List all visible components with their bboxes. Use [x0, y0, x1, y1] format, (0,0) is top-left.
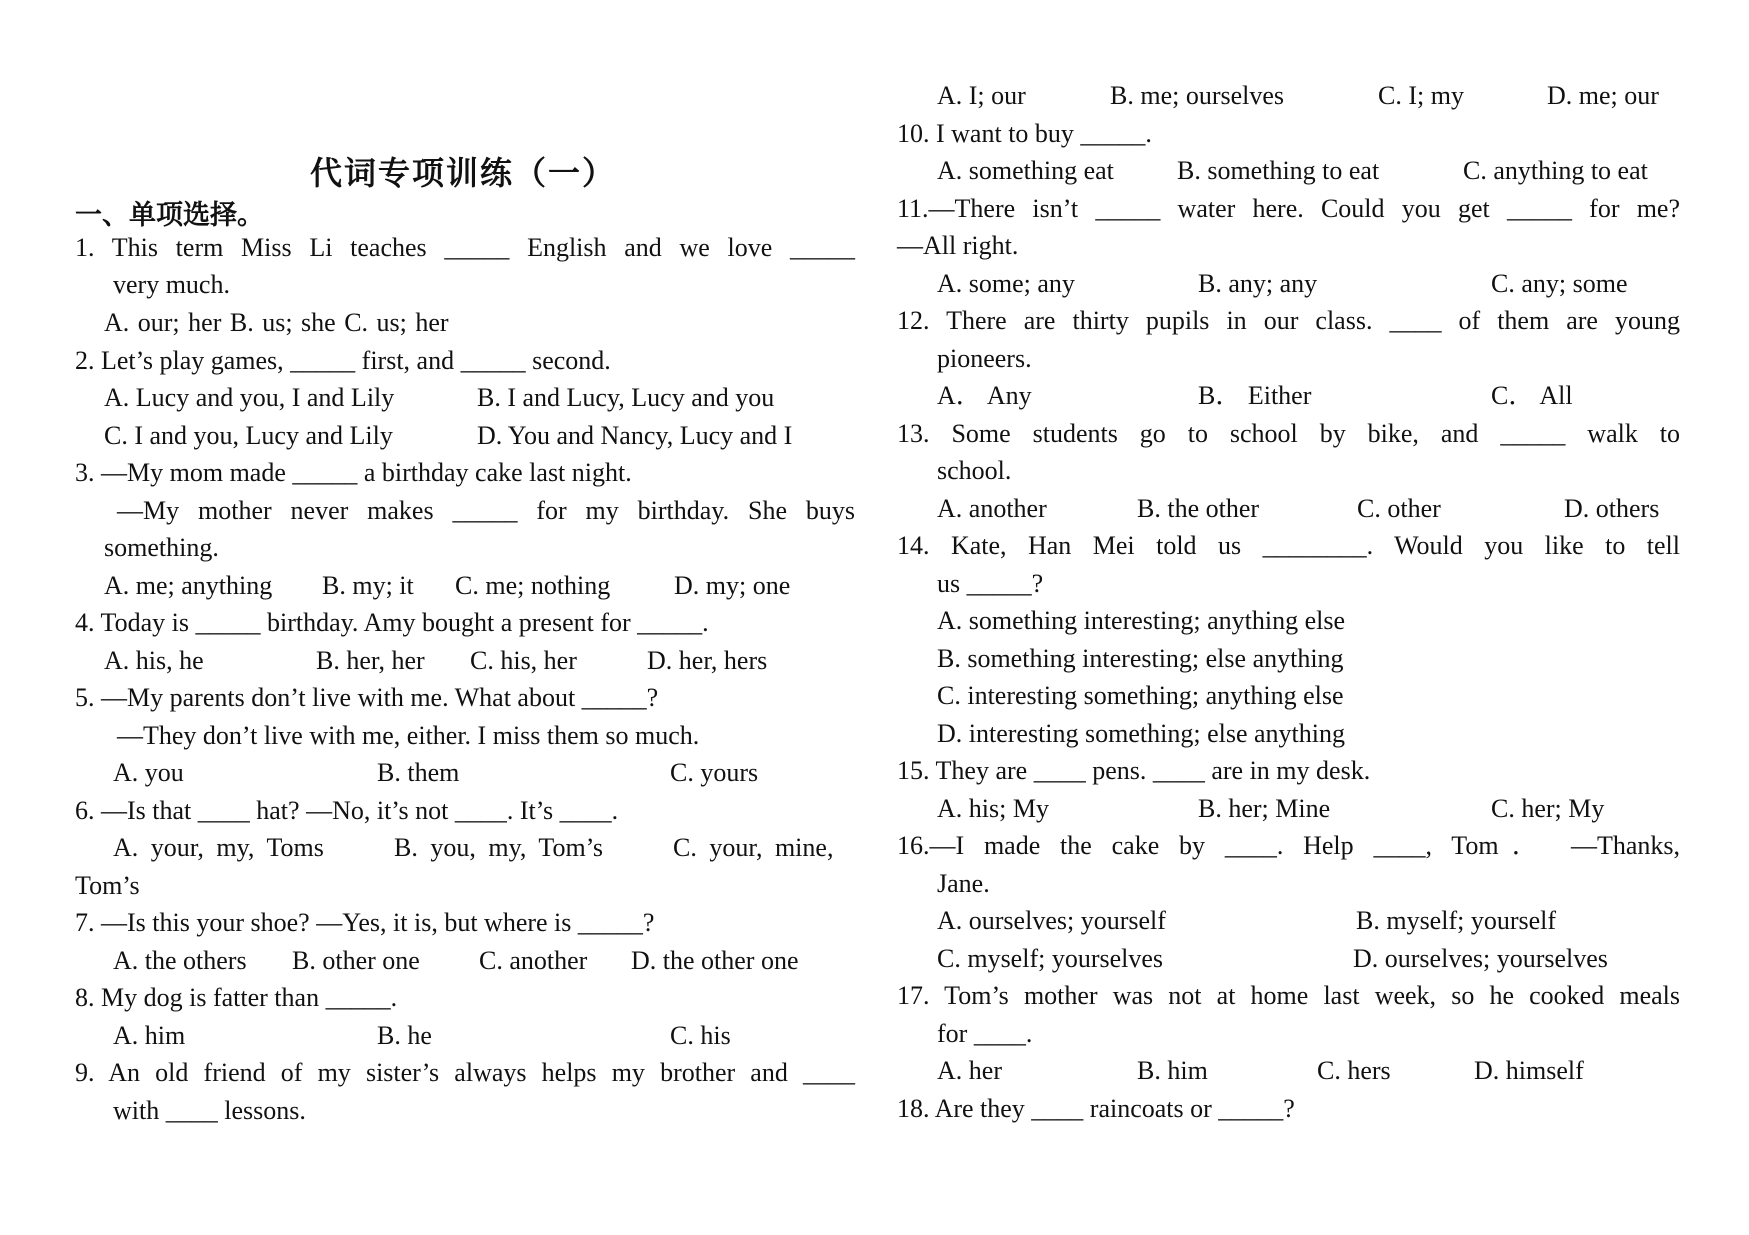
question-1-stem-cont: very much.: [113, 270, 230, 299]
option-b: B. them: [377, 758, 460, 787]
option-c: C. I and you, Lucy and Lily: [104, 421, 393, 450]
question-14-option-d: D. interesting something; else anything: [937, 719, 1345, 748]
question-14-option-a: A. something interesting; anything else: [937, 606, 1345, 635]
question-14-stem-cont: us _____?: [937, 569, 1044, 598]
question-6-stem: 6. —Is that ____ hat? —No, it’s not ____. It’s ____.: [75, 796, 619, 825]
option-b: B. my; it: [322, 571, 414, 600]
option-b: B． Either: [1198, 381, 1312, 410]
option-c: C. anything to eat: [1463, 156, 1648, 185]
option-b: B. he: [377, 1021, 432, 1050]
option-c: C. any; some: [1491, 269, 1628, 298]
question-13-stem-cont: school.: [937, 456, 1012, 485]
option-c: C. myself; yourselves: [937, 944, 1164, 973]
option-b: B. something to eat: [1177, 156, 1380, 185]
question-16-stem-cont: Jane.: [937, 869, 990, 898]
question-6-options-cont: Tom’s: [75, 871, 140, 900]
option-b: B. I and Lucy, Lucy and you: [477, 383, 775, 412]
question-18-stem: 18. Are they ____ raincoats or _____?: [897, 1094, 1295, 1123]
option-a: A. your, my, Toms: [113, 833, 324, 862]
option-a: A. her: [937, 1056, 1002, 1085]
question-7-stem: 7. —Is this your shoe? —Yes, it is, but where is _____?: [75, 908, 655, 937]
option-b: B. you, my, Tom’s: [394, 833, 604, 862]
question-3-reply: —My mother never makes _____ for my birthday. She buys: [117, 496, 855, 525]
question-3-stem: 3. —My mom made _____ a birthday cake last night.: [75, 458, 632, 487]
option-c: C. me; nothing: [455, 571, 611, 600]
option-b: B. other one: [292, 946, 420, 975]
option-c: C． All: [1491, 381, 1573, 410]
option-b: B. her; Mine: [1198, 794, 1331, 823]
option-d: D. me; our: [1547, 81, 1659, 110]
option-a: A. ourselves; yourself: [937, 906, 1166, 935]
option-a: A. I; our: [937, 81, 1026, 110]
option-b: B. the other: [1137, 494, 1260, 523]
option-c: C. yours: [670, 758, 759, 787]
option-c: C. his, her: [470, 646, 577, 675]
option-c: C. your, mine,: [673, 833, 834, 862]
option-a: A． Any: [937, 381, 1032, 410]
option-d: D. my; one: [674, 571, 791, 600]
option-a: A. something eat: [937, 156, 1114, 185]
option-a: A. you: [113, 758, 184, 787]
option-a: A. the others: [113, 946, 247, 975]
question-3-reply-cont: something.: [104, 533, 219, 562]
option-a: A. him: [113, 1021, 186, 1050]
option-a: A. another: [937, 494, 1047, 523]
question-15-stem: 15. They are ____ pens. ____ are in my desk.: [897, 756, 1371, 785]
question-14-option-c: C. interesting something; anything else: [937, 681, 1344, 710]
option-d: D. You and Nancy, Lucy and I: [477, 421, 793, 450]
question-5-stem: 5. —My parents don’t live with me. What about _____?: [75, 683, 659, 712]
option-b: B. myself; yourself: [1356, 906, 1557, 935]
question-14-option-b: B. something interesting; else anything: [937, 644, 1344, 673]
question-5-reply: —They don’t live with me, either. I miss them so much.: [117, 721, 700, 750]
question-13-stem: 13. Some students go to school by bike, and _____ walk to: [897, 419, 1680, 448]
question-9-stem: 9. An old friend of my sister’s always helps my brother and ____: [75, 1058, 855, 1087]
option-c: C. I; my: [1378, 81, 1464, 110]
question-4-stem: 4. Today is _____ birthday. Amy bought a present for _____.: [75, 608, 709, 637]
option-c: C. other: [1357, 494, 1441, 523]
option-b: B. her, her: [316, 646, 425, 675]
option-b: B. me; ourselves: [1110, 81, 1285, 110]
question-2-stem: 2. Let’s play games, _____ first, and _____ second.: [75, 346, 611, 375]
question-1-stem: 1. This term Miss Li teaches _____ English and we love _____: [75, 233, 855, 262]
option-d: D. others: [1564, 494, 1660, 523]
option-d: D. her, hers: [647, 646, 768, 675]
option-b: B. any; any: [1198, 269, 1318, 298]
question-17-stem-cont: for ____.: [937, 1019, 1033, 1048]
section-heading: 一、单项选择。: [75, 200, 264, 230]
option-d: D. himself: [1474, 1056, 1584, 1085]
question-9-stem-cont: with ____ lessons.: [113, 1096, 306, 1125]
option-b: B. him: [1137, 1056, 1208, 1085]
question-12-stem: 12. There are thirty pupils in our class. ____ of them are young: [897, 306, 1680, 335]
question-11-reply: —All right.: [897, 231, 1019, 260]
option-a: A. some; any: [937, 269, 1075, 298]
question-8-stem: 8. My dog is fatter than _____.: [75, 983, 398, 1012]
question-17-stem: 17. Tom’s mother was not at home last week, so he cooked meals: [897, 981, 1680, 1010]
question-14-stem: 14. Kate, Han Mei told us ________. Would you like to tell: [897, 531, 1680, 560]
page-title: 代词专项训练（一）: [310, 155, 617, 191]
option-c: C. her; My: [1491, 794, 1605, 823]
option-d: D. ourselves; yourselves: [1353, 944, 1608, 973]
option-c: C. another: [479, 946, 588, 975]
option-d: D. the other one: [631, 946, 799, 975]
question-1-options: A. our; her B. us; she C. us; her: [104, 308, 449, 337]
option-c: C. hers: [1317, 1056, 1391, 1085]
question-11-stem: 11.—There isn’t _____ water here. Could you get _____ for me?: [897, 194, 1680, 223]
question-16-stem: 16.—I made the cake by ____. Help ____, Tom． —Thanks,: [897, 831, 1680, 860]
option-a: A. his, he: [104, 646, 204, 675]
option-c: C. his: [670, 1021, 731, 1050]
question-10-stem: 10. I want to buy _____.: [897, 119, 1152, 148]
option-a: A. Lucy and you, I and Lily: [104, 383, 395, 412]
option-a: A. me; anything: [104, 571, 273, 600]
option-a: A. his; My: [937, 794, 1049, 823]
question-12-stem-cont: pioneers.: [937, 344, 1032, 373]
